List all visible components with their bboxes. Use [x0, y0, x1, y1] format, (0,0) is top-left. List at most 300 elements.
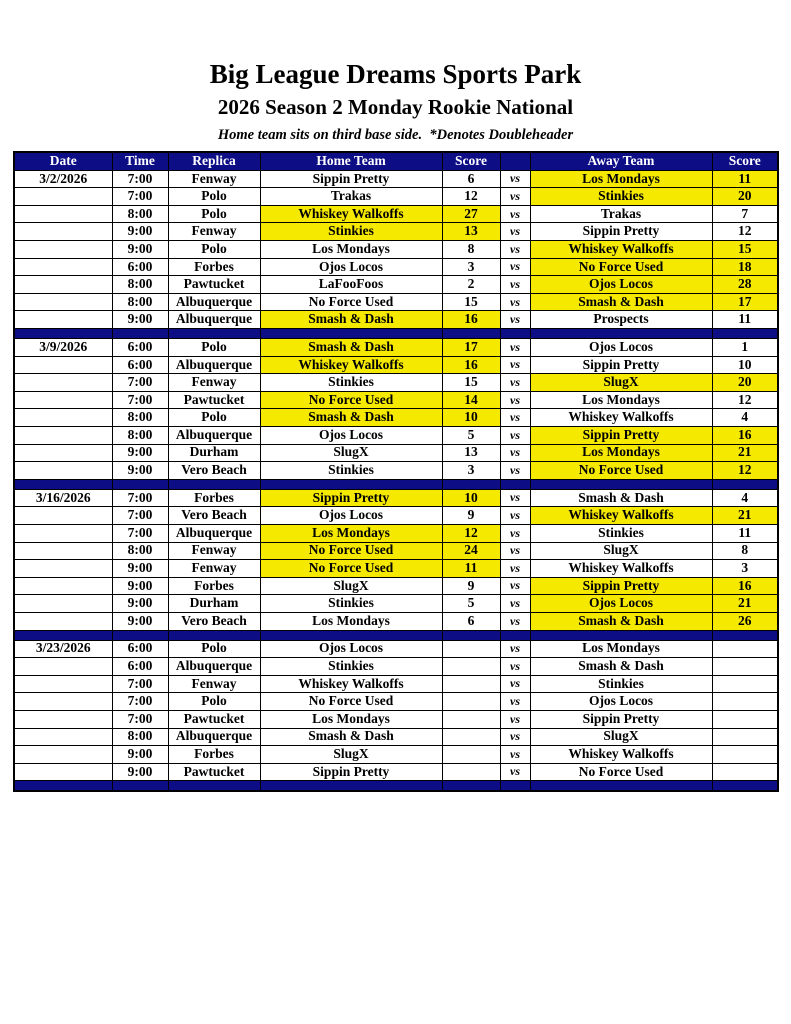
game-row: [14, 560, 778, 578]
date-cell-empty: [14, 391, 112, 409]
away-team-cell: SlugX: [530, 542, 712, 560]
game-row: [14, 658, 778, 676]
date-cell: 3/16/2026: [14, 489, 112, 507]
game-row: [14, 675, 778, 693]
vs-cell: vs: [500, 205, 530, 223]
vs-cell: vs: [500, 560, 530, 578]
game-row: [14, 311, 778, 329]
replica-cell: Fenway: [168, 675, 260, 693]
home-score-cell: 6: [442, 612, 500, 630]
away-score-cell: 20: [712, 374, 778, 392]
home-score-cell: 13: [442, 223, 500, 241]
time-cell: 6:00: [112, 258, 168, 276]
away-score-cell: [712, 763, 778, 781]
date-cell-empty: [14, 258, 112, 276]
home-team-cell: Los Mondays: [260, 612, 442, 630]
date-cell: 3/23/2026: [14, 640, 112, 658]
time-cell: 9:00: [112, 763, 168, 781]
col-header-home-team: Home Team: [260, 152, 442, 171]
home-score-cell: [442, 658, 500, 676]
separator-cell: [168, 479, 260, 489]
replica-cell: Vero Beach: [168, 612, 260, 630]
game-row: [14, 710, 778, 728]
vs-cell: vs: [500, 311, 530, 329]
date-cell-empty: [14, 409, 112, 427]
time-cell: 8:00: [112, 427, 168, 445]
home-score-cell: 14: [442, 391, 500, 409]
date-cell-empty: [14, 710, 112, 728]
game-row: [14, 640, 778, 658]
away-score-cell: 3: [712, 560, 778, 578]
away-score-cell: 21: [712, 507, 778, 525]
separator-cell: [260, 781, 442, 792]
game-row: [14, 170, 778, 188]
vs-cell: vs: [500, 391, 530, 409]
away-team-cell: No Force Used: [530, 462, 712, 480]
section-separator-row: [14, 329, 778, 339]
separator-cell: [168, 781, 260, 792]
game-row: [14, 188, 778, 206]
separator-cell: [530, 479, 712, 489]
vs-cell: vs: [500, 658, 530, 676]
vs-cell: vs: [500, 339, 530, 357]
away-score-cell: 21: [712, 444, 778, 462]
home-score-cell: [442, 675, 500, 693]
vs-cell: vs: [500, 276, 530, 294]
time-cell: 7:00: [112, 188, 168, 206]
home-score-cell: 10: [442, 409, 500, 427]
game-row: [14, 577, 778, 595]
home-score-cell: 12: [442, 524, 500, 542]
vs-cell: vs: [500, 524, 530, 542]
time-cell: 9:00: [112, 577, 168, 595]
date-cell-empty: [14, 507, 112, 525]
game-row: [14, 507, 778, 525]
home-team-cell: Smash & Dash: [260, 409, 442, 427]
date-cell-empty: [14, 444, 112, 462]
replica-cell: Polo: [168, 241, 260, 259]
replica-cell: Forbes: [168, 746, 260, 764]
replica-cell: Fenway: [168, 542, 260, 560]
time-cell: 8:00: [112, 728, 168, 746]
home-score-cell: 9: [442, 577, 500, 595]
away-score-cell: 12: [712, 462, 778, 480]
away-score-cell: 12: [712, 223, 778, 241]
separator-cell: [260, 630, 442, 640]
replica-cell: Polo: [168, 640, 260, 658]
home-team-cell: Sippin Pretty: [260, 489, 442, 507]
away-team-cell: Whiskey Walkoffs: [530, 409, 712, 427]
home-score-cell: 24: [442, 542, 500, 560]
home-score-cell: [442, 728, 500, 746]
time-cell: 6:00: [112, 640, 168, 658]
game-row: [14, 293, 778, 311]
date-cell: 3/9/2026: [14, 339, 112, 357]
replica-cell: Durham: [168, 595, 260, 613]
replica-cell: Polo: [168, 409, 260, 427]
vs-cell: vs: [500, 170, 530, 188]
home-score-cell: 10: [442, 489, 500, 507]
separator-cell: [712, 781, 778, 792]
away-team-cell: Los Mondays: [530, 170, 712, 188]
date-cell-empty: [14, 427, 112, 445]
vs-cell: vs: [500, 612, 530, 630]
date-cell-empty: [14, 524, 112, 542]
home-team-cell: No Force Used: [260, 560, 442, 578]
replica-cell: Albuquerque: [168, 427, 260, 445]
game-row: [14, 391, 778, 409]
away-score-cell: [712, 640, 778, 658]
away-score-cell: [712, 693, 778, 711]
away-score-cell: 15: [712, 241, 778, 259]
time-cell: 8:00: [112, 542, 168, 560]
time-cell: 8:00: [112, 409, 168, 427]
home-score-cell: 6: [442, 170, 500, 188]
time-cell: 6:00: [112, 339, 168, 357]
separator-cell: [442, 479, 500, 489]
away-score-cell: [712, 710, 778, 728]
separator-cell: [168, 329, 260, 339]
away-score-cell: [712, 675, 778, 693]
home-team-cell: SlugX: [260, 746, 442, 764]
away-score-cell: 18: [712, 258, 778, 276]
away-score-cell: 16: [712, 427, 778, 445]
vs-cell: vs: [500, 763, 530, 781]
home-team-cell: Stinkies: [260, 462, 442, 480]
home-team-cell: SlugX: [260, 577, 442, 595]
away-team-cell: Smash & Dash: [530, 658, 712, 676]
vs-cell: vs: [500, 444, 530, 462]
date-cell-empty: [14, 311, 112, 329]
vs-cell: vs: [500, 293, 530, 311]
game-row: [14, 374, 778, 392]
date-cell-empty: [14, 462, 112, 480]
time-cell: 7:00: [112, 524, 168, 542]
away-score-cell: 17: [712, 293, 778, 311]
col-header-away-team: Away Team: [530, 152, 712, 171]
separator-cell: [14, 329, 112, 339]
section-separator-row: [14, 630, 778, 640]
game-row: [14, 524, 778, 542]
game-row: [14, 258, 778, 276]
time-cell: 9:00: [112, 595, 168, 613]
vs-cell: vs: [500, 409, 530, 427]
vs-cell: vs: [500, 577, 530, 595]
game-row: [14, 763, 778, 781]
schedule-body: [14, 170, 778, 791]
away-score-cell: 26: [712, 612, 778, 630]
date-cell-empty: [14, 241, 112, 259]
home-team-cell: Los Mondays: [260, 241, 442, 259]
home-team-note: Home team sits on third base side. *Denotes Doubleheader: [217, 126, 574, 143]
schedule-table: [13, 151, 779, 793]
time-cell: 8:00: [112, 276, 168, 294]
date-cell-empty: [14, 577, 112, 595]
date-cell-empty: [14, 675, 112, 693]
away-score-cell: 11: [712, 524, 778, 542]
time-cell: 7:00: [112, 710, 168, 728]
replica-cell: Albuquerque: [168, 356, 260, 374]
away-team-cell: Ojos Locos: [530, 276, 712, 294]
separator-cell: [500, 630, 530, 640]
replica-cell: Fenway: [168, 560, 260, 578]
home-score-cell: 9: [442, 507, 500, 525]
replica-cell: Albuquerque: [168, 524, 260, 542]
replica-cell: Albuquerque: [168, 293, 260, 311]
date-cell-empty: [14, 560, 112, 578]
vs-cell: vs: [500, 746, 530, 764]
game-row: [14, 693, 778, 711]
replica-cell: Forbes: [168, 577, 260, 595]
separator-cell: [112, 479, 168, 489]
date-cell-empty: [14, 746, 112, 764]
away-team-cell: No Force Used: [530, 258, 712, 276]
separator-cell: [712, 329, 778, 339]
time-cell: 9:00: [112, 311, 168, 329]
home-team-cell: Sippin Pretty: [260, 170, 442, 188]
home-score-cell: 3: [442, 462, 500, 480]
section-separator-row: [14, 781, 778, 792]
replica-cell: Forbes: [168, 489, 260, 507]
replica-cell: Polo: [168, 188, 260, 206]
time-cell: 7:00: [112, 489, 168, 507]
separator-cell: [168, 630, 260, 640]
section-separator-row: [14, 479, 778, 489]
vs-cell: vs: [500, 356, 530, 374]
vs-cell: vs: [500, 693, 530, 711]
vs-cell: vs: [500, 489, 530, 507]
home-team-cell: Trakas: [260, 188, 442, 206]
separator-cell: [500, 479, 530, 489]
separator-cell: [260, 479, 442, 489]
away-score-cell: 10: [712, 356, 778, 374]
separator-cell: [260, 329, 442, 339]
away-team-cell: Los Mondays: [530, 444, 712, 462]
away-score-cell: 11: [712, 170, 778, 188]
home-score-cell: [442, 710, 500, 728]
col-header-away-score: Score: [712, 152, 778, 171]
col-header-replica: Replica: [168, 152, 260, 171]
date-cell-empty: [14, 188, 112, 206]
home-score-cell: 27: [442, 205, 500, 223]
replica-cell: Polo: [168, 693, 260, 711]
away-score-cell: [712, 658, 778, 676]
replica-cell: Vero Beach: [168, 462, 260, 480]
game-row: [14, 542, 778, 560]
date-cell-empty: [14, 542, 112, 560]
home-team-cell: No Force Used: [260, 293, 442, 311]
time-cell: 7:00: [112, 693, 168, 711]
away-team-cell: Whiskey Walkoffs: [530, 746, 712, 764]
game-row: [14, 444, 778, 462]
time-cell: 9:00: [112, 241, 168, 259]
home-team-cell: No Force Used: [260, 542, 442, 560]
away-team-cell: Stinkies: [530, 524, 712, 542]
home-score-cell: 2: [442, 276, 500, 294]
time-cell: 9:00: [112, 462, 168, 480]
home-team-cell: Stinkies: [260, 658, 442, 676]
time-cell: 9:00: [112, 223, 168, 241]
vs-cell: vs: [500, 675, 530, 693]
game-row: [14, 612, 778, 630]
home-score-cell: 13: [442, 444, 500, 462]
date-cell-empty: [14, 205, 112, 223]
col-header-home-score: Score: [442, 152, 500, 171]
home-team-cell: Smash & Dash: [260, 728, 442, 746]
separator-cell: [530, 630, 712, 640]
away-team-cell: Prospects: [530, 311, 712, 329]
game-row: [14, 728, 778, 746]
replica-cell: Pawtucket: [168, 763, 260, 781]
game-row: [14, 595, 778, 613]
vs-cell: vs: [500, 188, 530, 206]
away-team-cell: Whiskey Walkoffs: [530, 241, 712, 259]
home-score-cell: [442, 693, 500, 711]
away-team-cell: Ojos Locos: [530, 693, 712, 711]
separator-cell: [442, 781, 500, 792]
home-score-cell: 15: [442, 374, 500, 392]
away-team-cell: Los Mondays: [530, 640, 712, 658]
home-team-cell: Whiskey Walkoffs: [260, 205, 442, 223]
game-row: [14, 489, 778, 507]
separator-cell: [14, 630, 112, 640]
separator-cell: [112, 329, 168, 339]
game-row: [14, 339, 778, 357]
game-row: [14, 409, 778, 427]
home-team-cell: No Force Used: [260, 391, 442, 409]
replica-cell: Polo: [168, 205, 260, 223]
time-cell: 6:00: [112, 658, 168, 676]
separator-cell: [442, 630, 500, 640]
away-team-cell: Stinkies: [530, 675, 712, 693]
home-score-cell: [442, 746, 500, 764]
away-score-cell: [712, 728, 778, 746]
col-header-vs: [500, 152, 530, 171]
home-team-cell: SlugX: [260, 444, 442, 462]
separator-cell: [712, 479, 778, 489]
home-score-cell: [442, 763, 500, 781]
away-score-cell: [712, 746, 778, 764]
vs-cell: vs: [500, 542, 530, 560]
replica-cell: Forbes: [168, 258, 260, 276]
separator-cell: [442, 329, 500, 339]
home-team-cell: Stinkies: [260, 374, 442, 392]
away-team-cell: No Force Used: [530, 763, 712, 781]
separator-cell: [530, 781, 712, 792]
time-cell: 7:00: [112, 374, 168, 392]
separator-cell: [112, 781, 168, 792]
separator-cell: [14, 781, 112, 792]
separator-cell: [14, 479, 112, 489]
date-cell-empty: [14, 276, 112, 294]
date-cell-empty: [14, 658, 112, 676]
time-cell: 9:00: [112, 746, 168, 764]
replica-cell: Albuquerque: [168, 658, 260, 676]
time-cell: 8:00: [112, 205, 168, 223]
game-row: [14, 746, 778, 764]
game-row: [14, 276, 778, 294]
away-score-cell: 21: [712, 595, 778, 613]
time-cell: 8:00: [112, 293, 168, 311]
home-team-cell: Ojos Locos: [260, 640, 442, 658]
col-header-time: Time: [112, 152, 168, 171]
time-cell: 6:00: [112, 356, 168, 374]
away-team-cell: SlugX: [530, 374, 712, 392]
time-cell: 7:00: [112, 675, 168, 693]
away-score-cell: 16: [712, 577, 778, 595]
replica-cell: Albuquerque: [168, 311, 260, 329]
vs-cell: vs: [500, 640, 530, 658]
home-team-cell: Whiskey Walkoffs: [260, 675, 442, 693]
away-team-cell: Sippin Pretty: [530, 710, 712, 728]
date-cell-empty: [14, 595, 112, 613]
separator-cell: [712, 630, 778, 640]
home-score-cell: 16: [442, 356, 500, 374]
date-cell-empty: [14, 356, 112, 374]
home-score-cell: 5: [442, 595, 500, 613]
away-score-cell: 20: [712, 188, 778, 206]
time-cell: 7:00: [112, 170, 168, 188]
home-team-cell: Smash & Dash: [260, 339, 442, 357]
home-team-cell: Stinkies: [260, 595, 442, 613]
away-team-cell: Sippin Pretty: [530, 427, 712, 445]
away-team-cell: Sippin Pretty: [530, 223, 712, 241]
date-cell: 3/2/2026: [14, 170, 112, 188]
away-team-cell: Smash & Dash: [530, 612, 712, 630]
game-row: [14, 427, 778, 445]
date-cell-empty: [14, 728, 112, 746]
home-team-cell: Ojos Locos: [260, 427, 442, 445]
col-header-date: Date: [14, 152, 112, 171]
home-score-cell: 15: [442, 293, 500, 311]
time-cell: 7:00: [112, 391, 168, 409]
date-cell-empty: [14, 612, 112, 630]
replica-cell: Durham: [168, 444, 260, 462]
away-team-cell: Whiskey Walkoffs: [530, 560, 712, 578]
home-score-cell: 5: [442, 427, 500, 445]
date-cell-empty: [14, 763, 112, 781]
home-score-cell: 12: [442, 188, 500, 206]
away-score-cell: 4: [712, 409, 778, 427]
vs-cell: vs: [500, 258, 530, 276]
home-team-cell: Stinkies: [260, 223, 442, 241]
away-team-cell: Smash & Dash: [530, 293, 712, 311]
home-team-cell: LaFooFoos: [260, 276, 442, 294]
away-team-cell: Smash & Dash: [530, 489, 712, 507]
separator-cell: [530, 329, 712, 339]
home-score-cell: 17: [442, 339, 500, 357]
away-score-cell: 1: [712, 339, 778, 357]
away-team-cell: Sippin Pretty: [530, 577, 712, 595]
away-team-cell: Ojos Locos: [530, 595, 712, 613]
time-cell: 9:00: [112, 612, 168, 630]
replica-cell: Fenway: [168, 223, 260, 241]
home-score-cell: 11: [442, 560, 500, 578]
time-cell: 9:00: [112, 560, 168, 578]
vs-cell: vs: [500, 595, 530, 613]
page-title: Big League Dreams Sports Park: [209, 59, 582, 89]
vs-cell: vs: [500, 462, 530, 480]
vs-cell: vs: [500, 710, 530, 728]
away-score-cell: 8: [712, 542, 778, 560]
game-row: [14, 223, 778, 241]
date-cell-empty: [14, 223, 112, 241]
away-team-cell: Ojos Locos: [530, 339, 712, 357]
replica-cell: Pawtucket: [168, 276, 260, 294]
home-team-cell: No Force Used: [260, 693, 442, 711]
home-team-cell: Los Mondays: [260, 524, 442, 542]
away-score-cell: 7: [712, 205, 778, 223]
